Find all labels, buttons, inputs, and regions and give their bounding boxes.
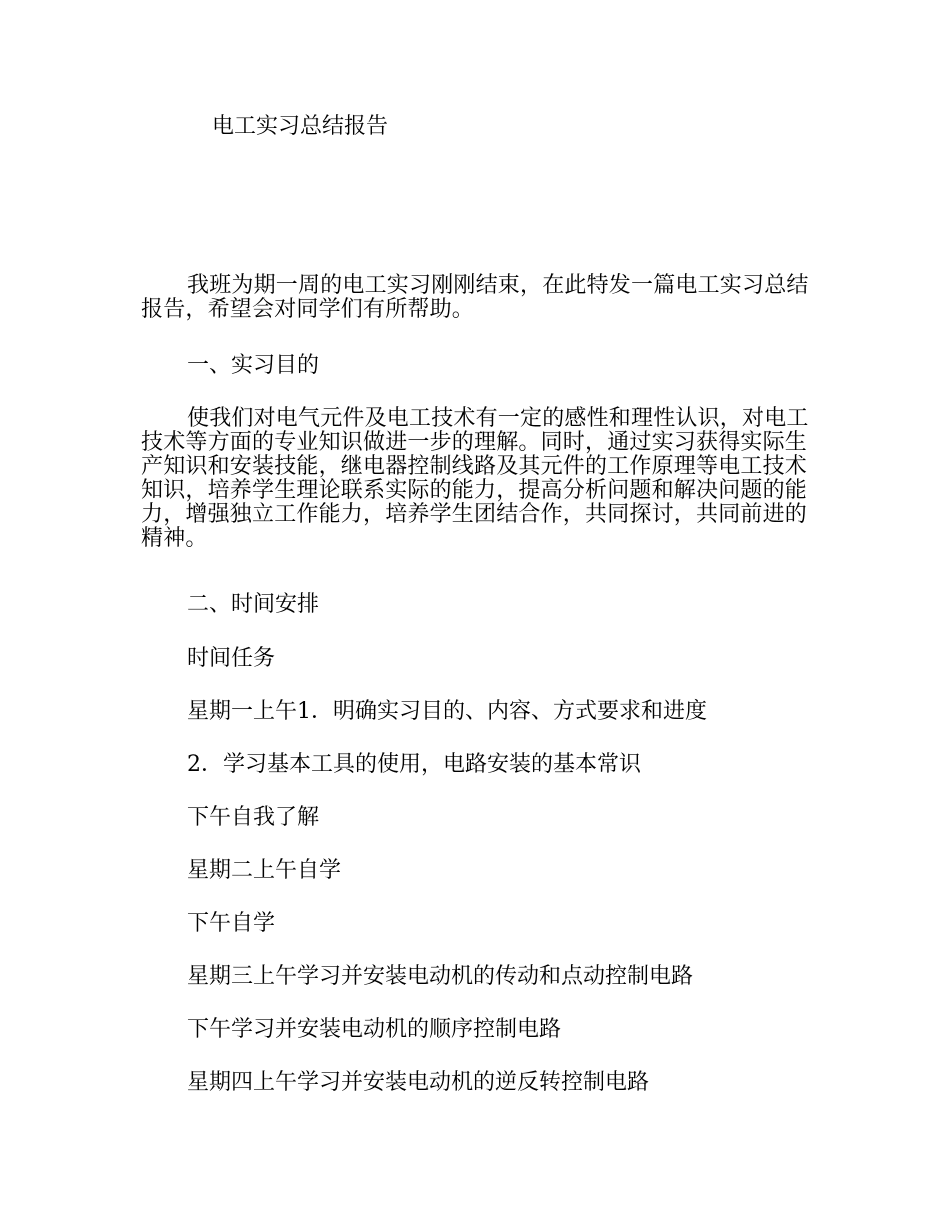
- section1-paragraph: 使我们对电气元件及电工技术有一定的感性和理性认识，对电工技术等方面的专业知识做进一步的理解。同时，通过实习获得实际生产知识和安装技能，继电器控制线路及其元件的工作原理等电工技术知识，培养学生理论联系实际的能力，提高分析问题和解决问题的能力，增强独立工作能力，培养学生团结合作，共同探讨，共同前进的精神。: [141, 406, 809, 551]
- schedule-line: 下午自我了解: [187, 805, 320, 830]
- section1-heading: 一、实习目的: [187, 353, 320, 378]
- schedule-line: 星期二上午自学: [187, 858, 342, 883]
- schedule-line: 2．学习基本工具的使用，电路安装的基本常识: [187, 752, 641, 777]
- schedule-line: 下午学习并安装电动机的顺序控制电路: [187, 1017, 562, 1042]
- section2-heading: 二、时间安排: [187, 592, 320, 617]
- schedule-line: 时间任务: [187, 646, 276, 671]
- document-title: 电工实习总结报告: [212, 114, 389, 139]
- schedule-line: 星期三上午学习并安装电动机的传动和点动控制电路: [187, 964, 694, 989]
- intro-paragraph: 我班为期一周的电工实习刚刚结束，在此特发一篇电工实习总结报告，希望会对同学们有所帮助。: [141, 273, 809, 322]
- schedule-line: 下午自学: [187, 911, 276, 936]
- schedule-line: 星期四上午学习并安装电动机的逆反转控制电路: [187, 1070, 650, 1095]
- schedule-line: 星期一上午1．明确实习目的、内容、方式要求和进度: [187, 699, 707, 724]
